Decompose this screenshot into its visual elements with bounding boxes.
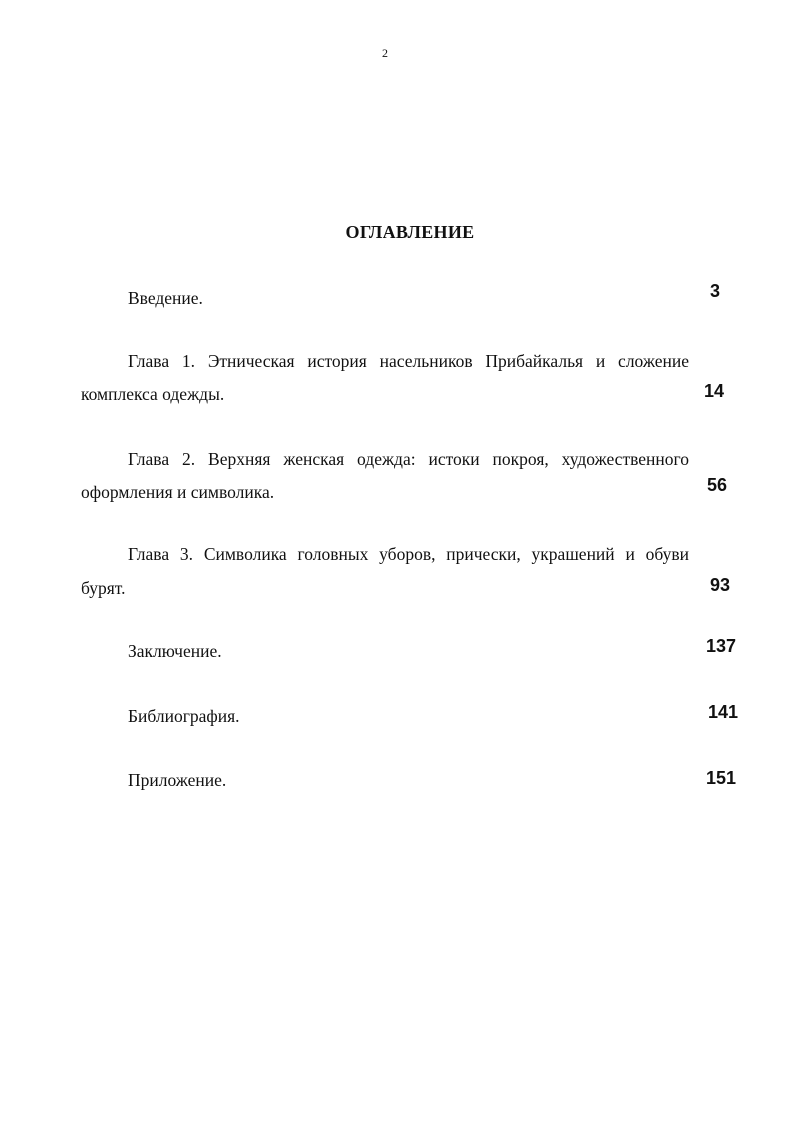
toc-entry-text: Заключение. [128,641,222,661]
toc-entry-text: бурят. [81,578,126,598]
toc-entry-page: 137 [706,636,737,656]
toc-entry-text: Глава 2. Верхняя женская одежда: истоки покроя, художественного [128,449,689,469]
toc-entry-page: 3 [710,281,721,301]
toc-entry-page: 151 [706,768,737,788]
page-number: 2 [382,46,388,60]
toc-title: ОГЛАВЛЕНИЕ [345,222,475,242]
toc-entry-page: 14 [704,381,725,401]
toc-entry-text: Приложение. [128,770,227,790]
toc-entry-text: Библиография. [128,706,240,726]
toc-entry-page: 56 [707,475,728,495]
toc-entry-text: комплекса одежды. [81,384,225,404]
toc-entry-text: Глава 1. Этническая история насельников Прибайкалья и сложение [128,351,689,371]
toc-entry-text: оформления и символика. [81,482,275,502]
toc-entry-page: 141 [708,702,739,722]
toc-entry-text: Глава 3. Символика головных уборов, прически, украшений и обуви [128,544,689,564]
toc-entry-text: Введение. [128,288,203,308]
toc-entry-page: 93 [710,575,731,595]
